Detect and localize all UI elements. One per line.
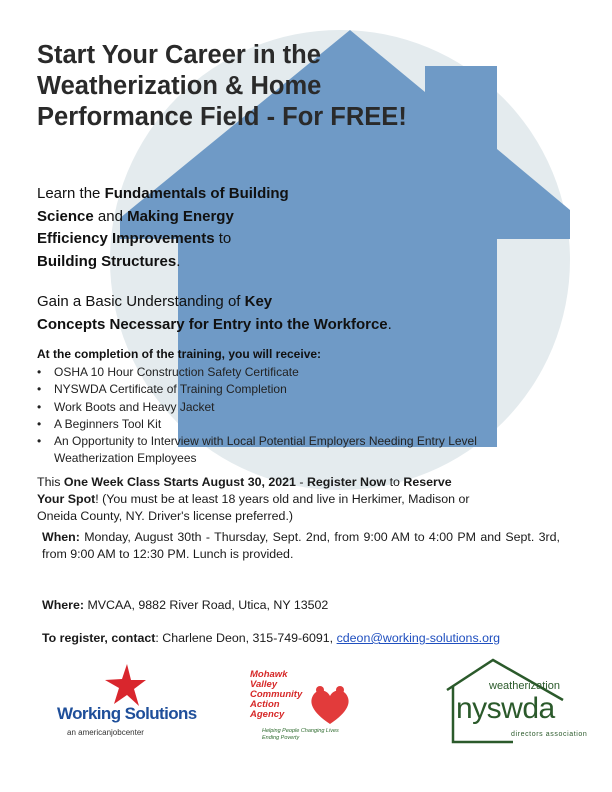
- register-label: To register, contact: [42, 631, 156, 645]
- star-icon: [97, 662, 147, 710]
- heart-hands-icon: [306, 684, 354, 728]
- working-solutions-tagline: an americanjobcenter: [67, 728, 144, 737]
- when-paragraph: [42, 529, 560, 563]
- mvcaa-line-2: Valley: [250, 679, 278, 690]
- working-solutions-name: Working Solutions: [57, 704, 197, 723]
- where-label: Where:: [42, 598, 84, 612]
- mvcaa-line-3: Community: [250, 689, 303, 700]
- mvcaa-line-5: Agency: [250, 709, 285, 720]
- title-line-1: Start Your Career in the: [37, 41, 321, 69]
- where-paragraph: [42, 597, 328, 614]
- list-item: • A Beginners Tool Kit: [37, 416, 527, 433]
- register-contact: Charlene Deon, 315-749-6091,: [158, 631, 337, 645]
- class-start-paragraph: This One Week Class Starts August 30, 2021 - Register Now to Reserve Your Spot! (You must be at least 18 years old and live in Herkimer, Madison or Oneida County, NY. Driver's license preferred.): [37, 475, 470, 523]
- nyswda-weatherization-text: weatherization: [489, 680, 560, 692]
- working-solutions-logo: [57, 662, 197, 742]
- benefits-list: [37, 364, 527, 468]
- nyswda-name: nyswda: [456, 692, 555, 725]
- where-text: MVCAA, 9882 River Road, Utica, NY 13502: [87, 598, 329, 612]
- list-item: • OSHA 10 Hour Construction Safety Certificate: [37, 364, 527, 381]
- nyswda-subtitle: directors association: [511, 731, 588, 738]
- list-item: • Work Boots and Heavy Jacket: [37, 399, 527, 416]
- title-line-3: Performance Field - For FREE!: [37, 103, 407, 131]
- page-title: [37, 40, 507, 133]
- email-link[interactable]: cdeon@working-solutions.org: [336, 631, 500, 645]
- list-item: • An Opportunity to Interview with Local Potential Employers Needing Entry Level Weatherization Employees: [37, 433, 527, 468]
- register-paragraph: To register, contact: Charlene Deon, 315-749-6091, cdeon@working-solutions.org: [42, 631, 500, 645]
- nyswda-logo: [443, 656, 588, 746]
- list-item: • NYSWDA Certificate of Training Completion: [37, 381, 527, 398]
- title-line-2: Weatherization & Home: [37, 72, 322, 100]
- when-label: When:: [42, 530, 80, 544]
- mvcaa-line-4: Action: [250, 699, 280, 710]
- key-concepts-paragraph: Gain a Basic Understanding of Key Concepts Necessary for Entry into the Workforce.: [37, 293, 392, 333]
- mvcaa-logo: [250, 670, 365, 760]
- mvcaa-line-1: Mohawk: [250, 669, 288, 680]
- benefits-heading: At the completion of the training, you will receive:: [37, 347, 322, 361]
- mvcaa-tagline: Helping People Changing Lives Ending Poverty: [262, 728, 339, 741]
- when-text: Monday, August 30th - Thursday, Sept. 2nd, from 9:00 AM to 4:00 PM and Sept. 3rd, from 9:00 AM to 12:30 PM. Lunch is provided.: [42, 530, 560, 561]
- intro-paragraph: Learn the Fundamentals of Building Science and Making Energy Efficiency Improvements to Building Structures.: [37, 185, 289, 270]
